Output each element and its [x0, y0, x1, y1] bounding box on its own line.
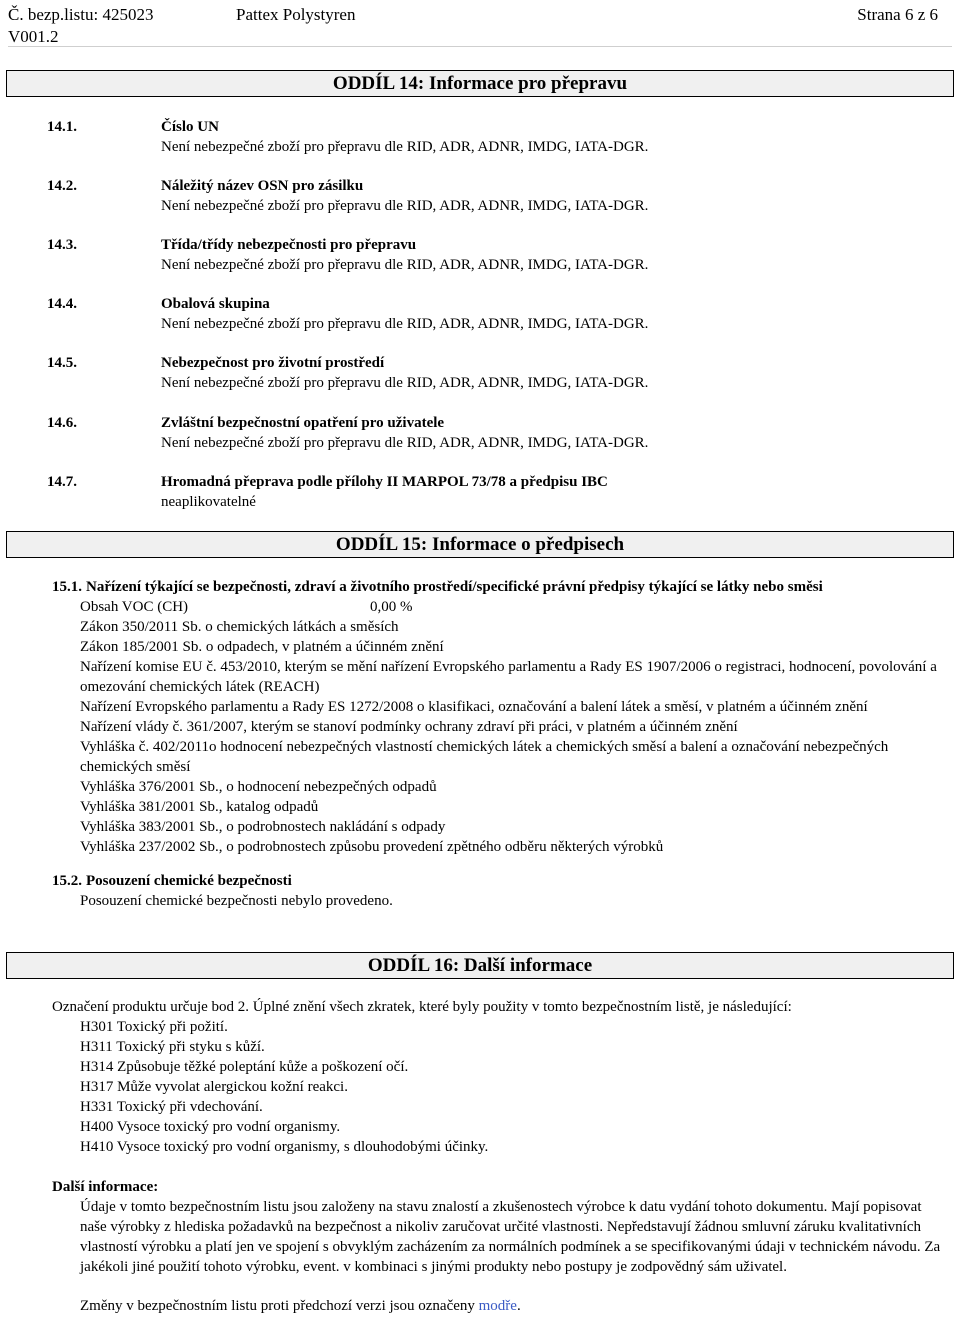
subsection-title: Číslo UN: [161, 119, 219, 135]
section-16-title: ODDÍL 16: Další informace: [367, 955, 593, 976]
section-16-heading: [6, 952, 954, 979]
subsection-body: Není nebezpečné zboží pro přepravu dle RID, ADR, ADNR, IMDG, IATA-DGR.: [161, 375, 649, 391]
h-statement: H400 Vysoce toxický pro vodní organismy.: [80, 1119, 341, 1135]
subsection-title: Náležitý název OSN pro zásilku: [161, 178, 364, 194]
voc-content-row: [80, 597, 942, 617]
section-15-title: ODDÍL 15: Informace o předpisech: [335, 534, 625, 555]
regulation-line: Nařízení Evropského parlamentu a Rady ES 1272/2008 o klasifikaci, označování a balení látek a směsí, v platném a účinném znění: [80, 699, 868, 715]
subsection-title: Posouzení chemické bezpečnosti: [86, 873, 292, 889]
regulation-line: Vyhláška 383/2001 Sb., o podrobnostech nakládání s odpady: [80, 819, 446, 835]
regulation-line: Nařízení komise EU č. 453/2010, kterým se mění nařízení Evropského parlamentu a Rady ES 1907/2006 o registraci, hodnocení, povolování a omezování chemických látek (REACH): [80, 659, 937, 695]
section-14-title: ODDÍL 14: Informace pro přepravu: [332, 73, 628, 94]
h-statement: H311 Toxický při styku s kůží.: [80, 1039, 265, 1055]
regulation-line: Vyhláška 381/2001 Sb., katalog odpadů: [80, 799, 319, 815]
subsection-number: 14.4.: [47, 296, 77, 312]
section-14-heading: [6, 70, 954, 97]
subsection-body: Není nebezpečné zboží pro přepravu dle RID, ADR, ADNR, IMDG, IATA-DGR.: [161, 257, 649, 273]
subsection-body: Není nebezpečné zboží pro přepravu dle RID, ADR, ADNR, IMDG, IATA-DGR.: [161, 435, 649, 451]
changes-note: [80, 1296, 942, 1316]
subsection-body: Není nebezpečné zboží pro přepravu dle RID, ADR, ADNR, IMDG, IATA-DGR.: [161, 316, 649, 332]
subsection-number: 14.6.: [47, 415, 77, 431]
h-statement: H331 Toxický při vdechování.: [80, 1099, 263, 1115]
more-info-text: Údaje v tomto bezpečnostním listu jsou založeny na stavu znalostí a zkušenostech výrobce k datu vydání tohoto dokumentu. Mají popisovat naše výrobky z hlediska požadavků na bezpečnost a nikoliv zaručovat určité vlastnosti. Nepředstavují žádnou smluvní záruku kvalitativních vlastností výrobku a platí jen ve spojení s obvyklým zacházením za normálních podmínek a se specifikovanými údaji v technickém návodu. Za jakékoli jiné použití tohoto výrobku, event. v kombinaci s jinými produkty nebo postupy je zodpovědný sám uživatel.: [80, 1199, 941, 1275]
subsection-number: 14.7.: [47, 474, 77, 490]
product-name: Pattex Polystyren: [236, 5, 356, 24]
regulation-line: Zákon 350/2011 Sb. o chemických látkách a směsích: [80, 619, 399, 635]
regulation-line: Zákon 185/2001 Sb. o odpadech, v platném a účinném znění: [80, 639, 444, 655]
h-statement: H301 Toxický při požití.: [80, 1019, 228, 1035]
header-divider: [8, 46, 952, 47]
subsection-15-2-heading: [52, 871, 942, 891]
h-statement: H317 Může vyvolat alergickou kožní reakci.: [80, 1079, 348, 1095]
page-header: [8, 4, 938, 48]
subsection-number: 15.1.: [52, 579, 82, 595]
subsection-title: Zvláštní bezpečnostní opatření pro uživatele: [161, 415, 445, 431]
changes-color-word: modře: [478, 1298, 517, 1314]
subsection-15-2-body: Posouzení chemické bezpečnosti nebylo provedeno.: [80, 893, 393, 909]
section-15-heading: [6, 531, 954, 558]
regulation-line: Vyhláška 237/2002 Sb., o podrobnostech způsobu provedení zpětného odběru některých výrobků: [80, 839, 664, 855]
h-statement: H314 Způsobuje těžké poleptání kůže a poškození očí.: [80, 1059, 409, 1075]
section-15-body: [52, 577, 942, 911]
regulation-line: Vyhláška č. 402/2011o hodnocení nebezpečných vlastností chemických látek a chemických směsí a balení a označování nebezpečných chemických směsí: [80, 739, 889, 775]
h-statement: H410 Vysoce toxický pro vodní organismy, s dlouhodobými účinky.: [80, 1139, 489, 1155]
subsection-title: Obalová skupina: [161, 296, 270, 312]
voc-label: Obsah VOC (CH): [80, 599, 189, 615]
section-16-intro: Označení produktu určuje bod 2. Úplné znění všech zkratek, které byly použity v tomto bezpečnostním listě, je následující:: [52, 999, 792, 1015]
voc-value: 0,00 %: [370, 599, 413, 615]
subsection-title: Hromadná přeprava podle přílohy II MARPOL 73/78 a předpisu IBC: [161, 474, 608, 490]
changes-end: .: [516, 1298, 521, 1314]
subsection-body: neaplikovatelné: [161, 494, 256, 510]
subsection-number: 15.2.: [52, 873, 82, 889]
subsection-number: 14.3.: [47, 237, 77, 253]
changes-text: Změny v bezpečnostním listu proti předchozí verzi jsou označeny: [80, 1298, 475, 1314]
subsection-15-1-heading: [52, 577, 942, 597]
subsection-body: Není nebezpečné zboží pro přepravu dle RID, ADR, ADNR, IMDG, IATA-DGR.: [161, 198, 649, 214]
subsection-number: 14.5.: [47, 355, 77, 371]
page-number: Strana 6 z 6: [857, 5, 938, 24]
version: V001.2: [8, 27, 59, 46]
subsection-number: 14.1.: [47, 119, 77, 135]
subsection-title: Třída/třídy nebezpečnosti pro přepravu: [161, 237, 417, 253]
subsection-title: Nebezpečnost pro životní prostředí: [161, 355, 385, 371]
doc-number: Č. bezp.listu: 425023: [8, 5, 154, 24]
subsection-body: Není nebezpečné zboží pro přepravu dle RID, ADR, ADNR, IMDG, IATA-DGR.: [161, 139, 649, 155]
regulation-line: Nařízení vlády č. 361/2007, kterým se stanoví podmínky ochrany zdraví při práci, v platném a účinném znění: [80, 719, 738, 735]
subsection-number: 14.2.: [47, 178, 77, 194]
section-16-body: [52, 997, 942, 1316]
regulation-line: Vyhláška 376/2001 Sb., o hodnocení nebezpečných odpadů: [80, 779, 437, 795]
more-info-label: Další informace:: [52, 1179, 159, 1195]
subsection-title: Nařízení týkající se bezpečnosti, zdraví a životního prostředí/specifické právní předpisy týkající se látky nebo směsi: [86, 579, 823, 595]
